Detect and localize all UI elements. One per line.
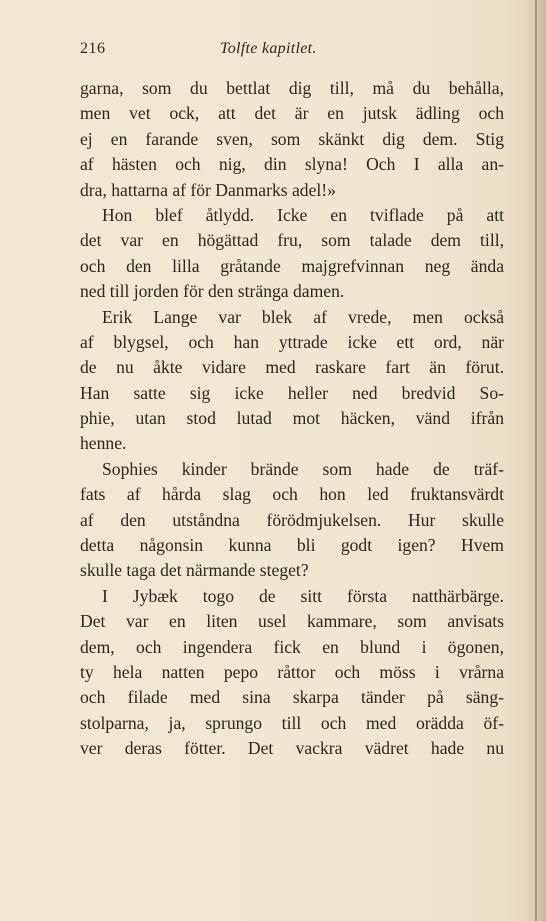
page-header bbox=[80, 40, 500, 64]
text-line: af den utståndna förödmjukelsen. Hur skulle bbox=[80, 509, 504, 530]
text-line: dem, och ingendera fick en blund i ögonen, bbox=[80, 636, 504, 657]
text-line: af hästen och nig, din slyna! Och I alla an- bbox=[80, 154, 504, 175]
text-line: Han satte sig icke heller ned bredvid So- bbox=[80, 382, 504, 403]
text-line: de nu åkte vidare med raskare fart än förut. bbox=[80, 357, 504, 378]
text-line: ej en farande sven, som skänkt dig dem. Stig bbox=[80, 128, 504, 149]
page-edge-line bbox=[535, 0, 537, 921]
paragraph-start-line: Sophies kinder brände som hade de träf- bbox=[102, 458, 504, 479]
running-head: Tolfte kapitlet. bbox=[220, 40, 317, 57]
text-line: Det var en liten usel kammare, som anvisats bbox=[80, 611, 504, 632]
text-line: garna, som du bettlat dig till, må du behålla, bbox=[80, 78, 504, 98]
text-line: ned till jorden för den stränga damen. bbox=[80, 281, 345, 302]
text-line: henne. bbox=[80, 433, 127, 454]
text-line: skulle taga det närmande steget? bbox=[80, 560, 309, 581]
text-line: det var en högättad fru, som talade dem till, bbox=[80, 230, 504, 251]
text-line: ver deras fötter. Det vackra vädret hade nu bbox=[80, 738, 504, 759]
text-line: phie, utan stod lutad mot häcken, vänd ifrån bbox=[80, 408, 504, 429]
body-text bbox=[80, 76, 504, 762]
text-line: af blygsel, och han yttrade icke ett ord, när bbox=[80, 331, 504, 352]
paragraph-start-line: Erik Lange var blek af vrede, men också bbox=[102, 306, 504, 327]
text-line: och filade med sina skarpa tänder på säng- bbox=[80, 687, 504, 708]
text-line: fats af hårda slag och hon led fruktansvärdt bbox=[80, 484, 504, 505]
text-line: stolparna, ja, sprungo till och med orädda öf- bbox=[80, 712, 504, 733]
text-line: ty hela natten pepo råttor och möss i vrårna bbox=[80, 661, 504, 682]
paragraph-start-line: Hon blef åtlydd. Icke en tviflade på att bbox=[102, 204, 504, 225]
text-line: och den lilla gråtande majgrefvinnan neg ända bbox=[80, 255, 504, 276]
paragraph-start-line: I Jybæk togo de sitt första natthärbärge. bbox=[102, 585, 504, 606]
text-line: detta någonsin kunna bli godt igen? Hvem bbox=[80, 535, 504, 556]
text-line: dra, hattarna af för Danmarks adel!» bbox=[80, 179, 336, 200]
page-number: 216 bbox=[80, 40, 106, 57]
text-line: men vet ock, att det är en jutsk ädling och bbox=[80, 103, 504, 124]
